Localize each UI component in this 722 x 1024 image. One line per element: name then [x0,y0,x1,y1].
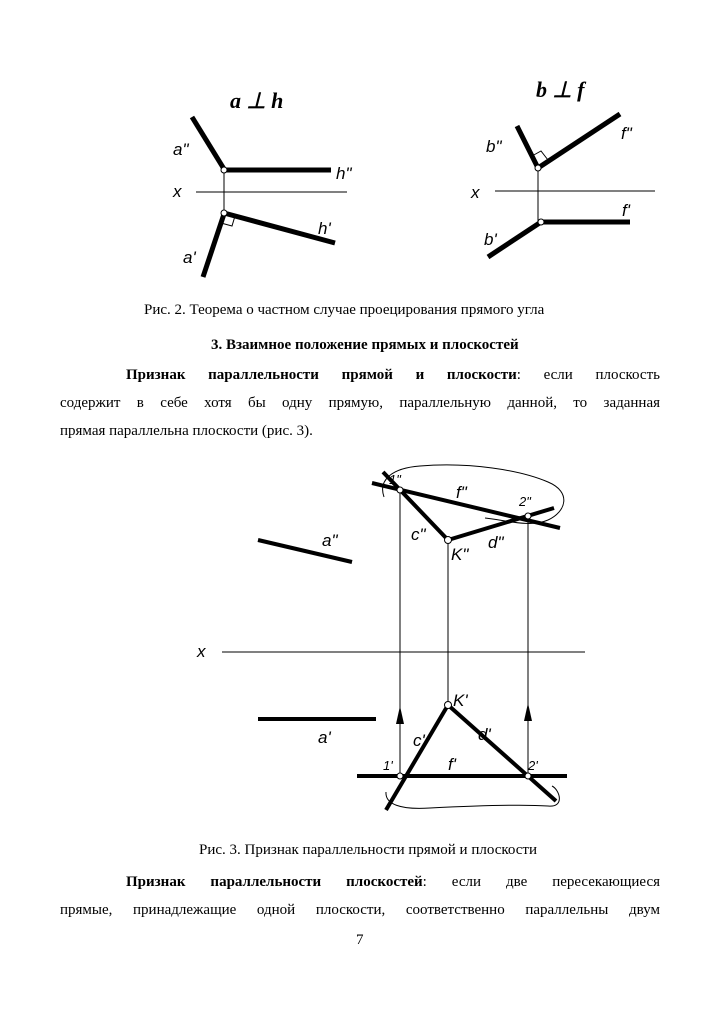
point-2-front [525,513,531,519]
label-h2: h" [336,164,352,183]
arrow-up-left-icon [396,706,404,724]
point-1-top [397,773,403,779]
label-x-fig3: x [197,642,206,661]
fig2-left-title: a ⊥ h [230,88,284,113]
label-d2: d" [488,533,504,552]
page-number: 7 [356,932,364,948]
label-b2: b" [486,137,502,156]
label-K2: K" [451,545,469,564]
label-a2: a" [173,140,189,159]
paragraph-1 [60,361,660,445]
line-b2 [517,126,538,168]
line-a1 [203,214,224,277]
label-point-2-front: 2" [519,494,531,509]
line-a2 [192,117,224,169]
point-left-top [221,167,227,173]
paragraph-1-line-1 [60,361,660,389]
line-d2 [448,508,554,540]
label-point-1-front: 1" [389,472,401,487]
paragraph-2 [60,868,660,924]
label-x-left: x [173,182,182,201]
label-point-2-top: 2' [528,758,538,773]
line-f2-fig3 [372,483,560,528]
label-a2-fig3: a" [322,531,338,550]
point-2-top [525,773,531,779]
label-h1: h' [318,219,331,238]
label-c2: c" [411,525,426,544]
line-c2 [383,472,448,540]
point-K-front [445,537,452,544]
label-point-1-top: 1' [383,758,393,773]
para1-term: Признак параллельности прямой и плоскости [126,367,517,383]
fig2-right-title: b ⊥ f [536,77,585,102]
para2-term: Признак параллельности плоскостей [126,874,423,890]
label-f1: f' [622,201,630,220]
plane-outline-bottom [386,786,559,808]
line-a2-fig3 [258,540,352,562]
point-K-top [445,702,452,709]
label-b1: b' [484,230,497,249]
plane-outline-top [383,465,564,524]
para1-line1-rest: : если плоскость [516,367,660,383]
point-left-bottom [221,210,227,216]
label-a1-fig3: a' [318,728,331,747]
point-right-bottom [538,219,544,225]
line-d1 [448,705,556,801]
label-c1: c' [413,731,425,750]
fig2-left-drawing [192,117,347,277]
paragraph-1-line-3: прямая параллельна плоскости (рис. 3). [60,423,313,439]
point-right-top [535,165,541,171]
label-f2: f" [621,124,632,143]
label-x-right: x [471,183,480,202]
paragraph-2-line-1 [60,868,660,896]
label-d1: d' [478,725,491,744]
label-a1: a' [183,248,196,267]
section-heading: 3. Взаимное положение прямых и плоскостей [211,337,519,353]
line-f2 [538,114,620,168]
point-1-front [397,487,403,493]
para2-line1-rest: : если две пересекающиеся [422,874,661,890]
paragraph-2-line-2: прямые, принадлежащие одной плоскости, соответственно параллельны двум [60,902,660,918]
fig3-caption: Рис. 3. Признак параллельности прямой и плоскости [199,842,538,858]
figure-2 [0,0,722,300]
arrow-up-right-icon [524,703,532,721]
label-K1: K' [453,691,468,710]
fig2-caption: Рис. 2. Теорема о частном случае проецирования прямого угла [144,302,545,318]
label-f1-fig3: f' [448,755,456,774]
label-f2-fig3: f" [456,483,467,502]
paragraph-1-line-2: содержит в себе хотя бы одну прямую, параллельную данной, то заданная [60,395,660,411]
line-c1 [386,705,448,810]
